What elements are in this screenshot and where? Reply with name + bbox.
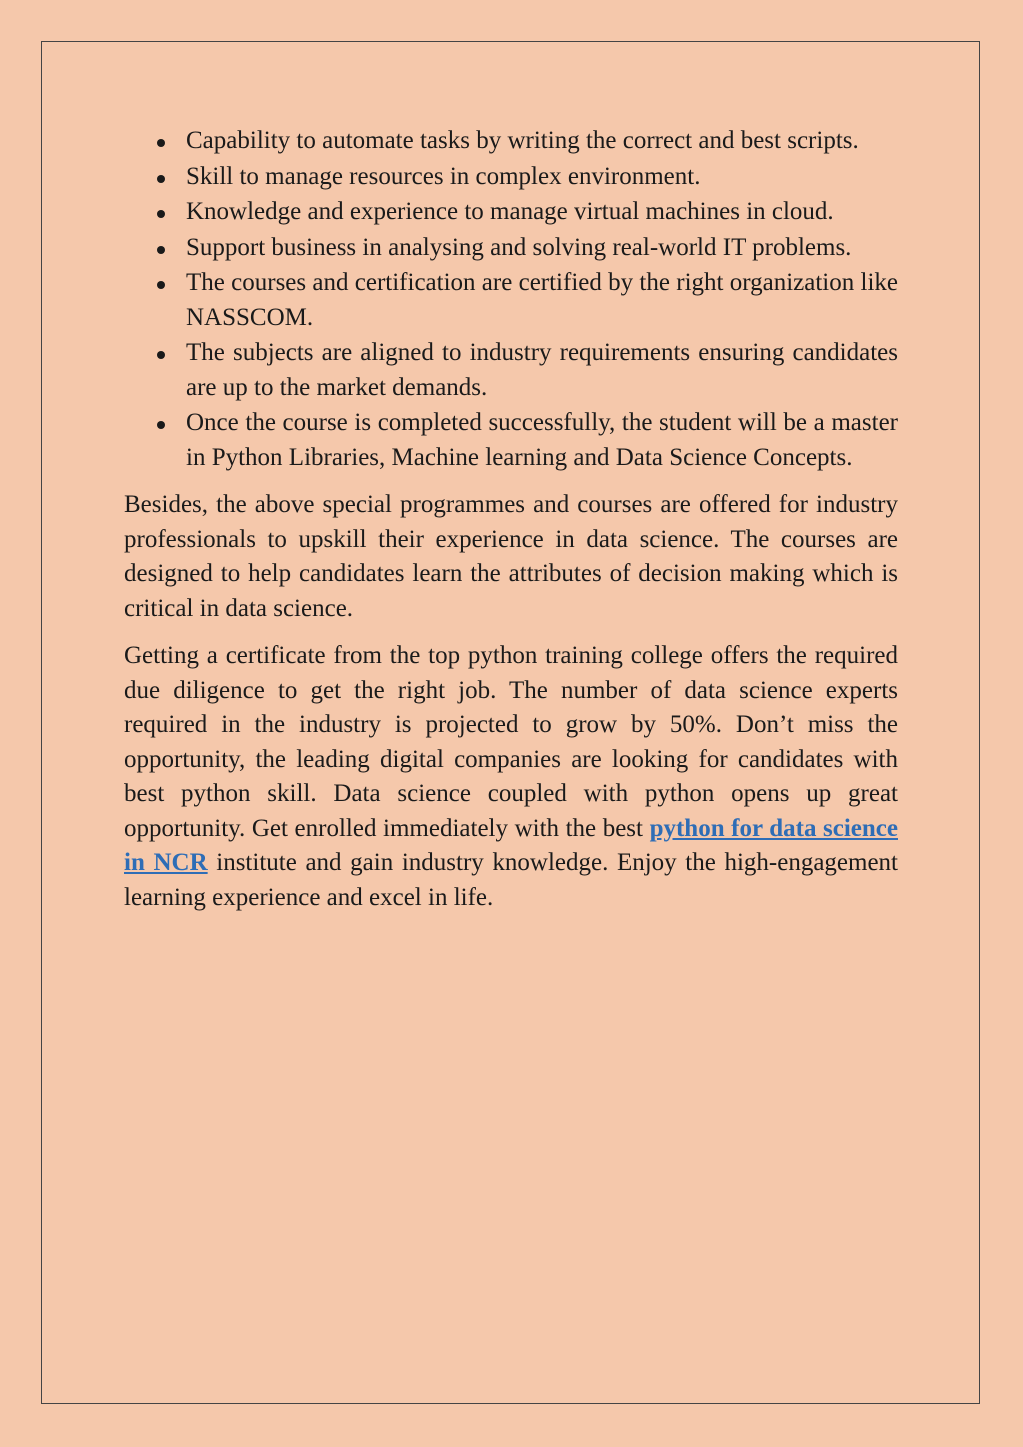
list-item (124, 124, 898, 159)
list-item (124, 266, 898, 335)
list-item (124, 231, 898, 266)
list-item-text: The courses and certification are certified by the right organization like NASSCOM. (186, 269, 898, 331)
python-data-science-ncr-link[interactable]: python for data science in NCR (124, 814, 898, 876)
paragraph-text-after-link: institute and gain industry knowledge. Enjoy the high-engagement learning experience and excel in life. (124, 849, 898, 911)
paragraph-text-before-link: Getting a certificate from the top python training college offers the required due diligence to get the right job. The number of data science experts required in the industry is projected to grow by 50%. Don’t miss the opportunity, the leading digital companies are looking for candidates with best python skill. Data science coupled with python opens up great opportunity. Get enrolled immediately with the best (124, 642, 898, 842)
paragraph-certificate (124, 639, 898, 915)
list-item-text: Knowledge and experience to manage virtual machines in cloud. (186, 198, 834, 225)
bullet-icon (157, 139, 165, 147)
document-body (124, 124, 898, 915)
bullet-icon (157, 281, 165, 289)
list-item-text: Once the course is completed successfully, the student will be a master in Python Libraries, Machine learning and Data Science Concepts. (186, 409, 898, 471)
bullet-icon (157, 175, 165, 183)
list-item-text: Skill to manage resources in complex environment. (186, 162, 701, 190)
benefits-list (124, 124, 898, 475)
bullet-icon (157, 421, 165, 429)
bullet-icon (157, 246, 165, 254)
list-item-text: Capability to automate tasks by writing the correct and best scripts. (186, 127, 859, 154)
list-item (124, 406, 898, 475)
list-item-text: The subjects are aligned to industry requirements ensuring candidates are up to the market demands. (186, 339, 898, 401)
bullet-icon (157, 210, 165, 218)
list-item (124, 195, 898, 230)
paragraph-besides: Besides, the above special programmes and courses are offered for industry professionals to upskill their experience in data science. The courses are designed to help candidates learn the attributes of decision making which is critical in data science. (124, 491, 898, 622)
list-item (124, 160, 898, 195)
bullet-icon (157, 351, 165, 359)
list-item (124, 336, 898, 405)
list-item-text: Support business in analysing and solving real-world IT problems. (186, 233, 852, 261)
